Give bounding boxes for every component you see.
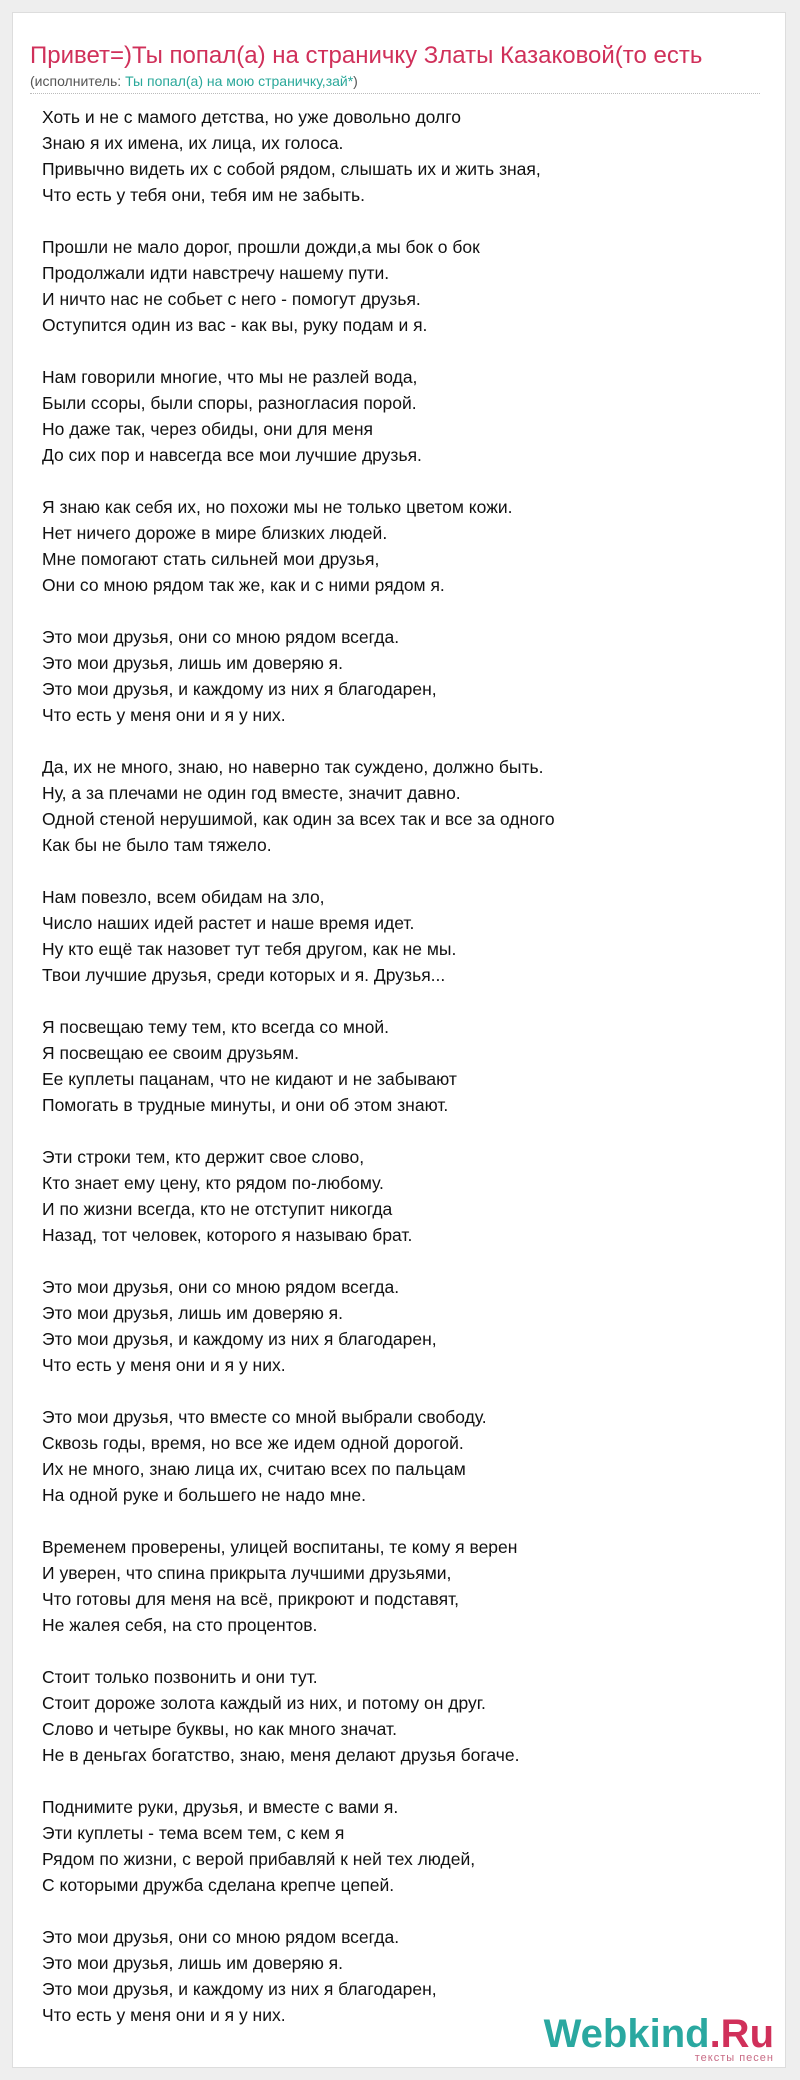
lyrics-line: Я знаю как себя их, но похожи мы не только цветом кожи. — [42, 497, 513, 517]
lyrics-body — [42, 104, 555, 2054]
logo-kind: kind — [627, 2012, 710, 2056]
lyrics-stanza — [42, 494, 555, 598]
lyrics-line: Кто знает ему цену, кто рядом по-любому. — [42, 1173, 384, 1193]
lyrics-line: Это мои друзья, лишь им доверяю я. — [42, 1953, 344, 1973]
logo-tagline: тексты песен — [694, 2052, 774, 2064]
lyrics-line: Что есть у меня они и я у них. — [42, 2005, 286, 2025]
lyrics-line: Поднимите руки, друзья, и вместе с вами я. — [42, 1797, 399, 1817]
lyrics-line: Что готовы для меня на всё, прикроют и подставят, — [42, 1589, 460, 1609]
lyrics-line: Мне помогают стать сильней мои друзья, — [42, 549, 380, 569]
lyrics-line: Эти строки тем, кто держит свое слово, — [42, 1147, 365, 1167]
lyrics-line: Нет ничего дороже в мире близких людей. — [42, 523, 388, 543]
lyrics-line: Да, их не много, знаю, но наверно так суждено, должно быть. — [42, 757, 544, 777]
lyrics-line: Нам говорили многие, что мы не разлей вода, — [42, 367, 418, 387]
artist-close: ) — [353, 73, 358, 89]
lyrics-line: Это мои друзья, лишь им доверяю я. — [42, 1303, 344, 1323]
lyrics-line: Их не много, знаю лица их, считаю всех по пальцам — [42, 1459, 466, 1479]
lyrics-line: Что есть у меня они и я у них. — [42, 705, 286, 725]
lyrics-line: Как бы не было там тяжело. — [42, 835, 272, 855]
lyrics-line: Стоит только позвонить и они тут. — [42, 1667, 318, 1687]
lyrics-stanza — [42, 364, 555, 468]
lyrics-line: Твои лучшие друзья, среди которых и я. Друзья... — [42, 965, 446, 985]
lyrics-line: Не жалея себя, на сто процентов. — [42, 1615, 318, 1635]
lyrics-line: Что есть у меня они и я у них. — [42, 1355, 286, 1375]
lyrics-stanza — [42, 104, 555, 208]
lyrics-line: Ну кто ещё так назовет тут тебя другом, как не мы. — [42, 939, 457, 959]
lyrics-line: Помогать в трудные минуты, и они об этом знают. — [42, 1095, 449, 1115]
lyrics-line: Назад, тот человек, которого я называю брат. — [42, 1225, 413, 1245]
artist-label: (исполнитель: — [30, 73, 126, 89]
lyrics-line: Слово и четыре буквы, но как много значат. — [42, 1719, 397, 1739]
lyrics-line: Стоит дороже золота каждый из них, и потому он друг. — [42, 1693, 486, 1713]
lyrics-line: До сих пор и навсегда все мои лучшие друзья. — [42, 445, 422, 465]
lyrics-stanza — [42, 624, 555, 728]
lyrics-line: Сквозь годы, время, но все же идем одной дорогой. — [42, 1433, 464, 1453]
lyrics-line: Прошли не мало дорог, прошли дожди,а мы бок о бок — [42, 237, 480, 257]
lyrics-line: И ничто нас не собьет с него - помогут друзья. — [42, 289, 421, 309]
lyrics-stanza — [42, 1014, 555, 1118]
lyrics-stanza — [42, 1144, 555, 1248]
lyrics-stanza — [42, 1534, 555, 1638]
lyrics-line: Были ссоры, были споры, разногласия порой. — [42, 393, 417, 413]
page-title: Привет=)Ты попал(а) на страничку Златы Казаковой(то есть — [30, 42, 703, 69]
lyrics-line: Продолжали идти навстречу нашему пути. — [42, 263, 390, 283]
logo-tld: .Ru — [709, 2012, 774, 2056]
lyrics-line: Но даже так, через обиды, они для меня — [42, 419, 373, 439]
lyrics-stanza — [42, 1664, 555, 1768]
lyrics-line: Привычно видеть их с собой рядом, слышать их и жить зная, — [42, 159, 541, 179]
lyrics-line: Временем проверены, улицей воспитаны, те кому я верен — [42, 1537, 518, 1557]
lyrics-line: С которыми дружба сделана крепче цепей. — [42, 1875, 395, 1895]
lyrics-stanza — [42, 1404, 555, 1508]
title-divider — [30, 93, 760, 94]
logo-web: Web — [543, 2012, 628, 2056]
lyrics-line: Не в деньгах богатство, знаю, меня делают друзья богаче. — [42, 1745, 520, 1765]
lyrics-line: Одной стеной нерушимой, как один за всех так и все за одного — [42, 809, 555, 829]
lyrics-line: Эти куплеты - тема всем тем, с кем я — [42, 1823, 345, 1843]
lyrics-line: Это мои друзья, что вместе со мной выбрали свободу. — [42, 1407, 487, 1427]
lyrics-line: Это мои друзья, и каждому из них я благодарен, — [42, 1329, 437, 1349]
lyrics-line: Я посвещаю тему тем, кто всегда со мной. — [42, 1017, 389, 1037]
lyrics-line: Это мои друзья, и каждому из них я благодарен, — [42, 679, 437, 699]
lyrics-stanza — [42, 1794, 555, 1898]
lyrics-line: Это мои друзья, они со мною рядом всегда. — [42, 627, 400, 647]
lyrics-line: Это мои друзья, они со мною рядом всегда. — [42, 1927, 400, 1947]
lyrics-line: Знаю я их имена, их лица, их голоса. — [42, 133, 344, 153]
lyrics-line: Это мои друзья, лишь им доверяю я. — [42, 653, 344, 673]
lyrics-line: Число наших идей растет и наше время идет. — [42, 913, 415, 933]
lyrics-line: Ну, а за плечами не один год вместе, значит давно. — [42, 783, 461, 803]
artist-line — [30, 73, 358, 89]
lyrics-line: Нам повезло, всем обидам на зло, — [42, 887, 325, 907]
lyrics-line: Это мои друзья, они со мною рядом всегда. — [42, 1277, 400, 1297]
lyrics-line: Рядом по жизни, с верой прибавляй к ней тех людей, — [42, 1849, 476, 1869]
lyrics-stanza — [42, 754, 555, 858]
lyrics-line: Хоть и не с мамого детства, но уже довольно долго — [42, 107, 461, 127]
lyrics-line: И по жизни всегда, кто не отступит никогда — [42, 1199, 393, 1219]
lyrics-line: Что есть у тебя они, тебя им не забыть. — [42, 185, 366, 205]
lyrics-line: Оступится один из вас - как вы, руку подам и я. — [42, 315, 428, 335]
lyrics-stanza — [42, 1274, 555, 1378]
lyrics-line: Я посвещаю ее своим друзьям. — [42, 1043, 299, 1063]
lyrics-stanza — [42, 234, 555, 338]
lyrics-stanza — [42, 1924, 555, 2028]
lyrics-line: Это мои друзья, и каждому из них я благодарен, — [42, 1979, 437, 1999]
lyrics-line: Они со мною рядом так же, как и с ними рядом я. — [42, 575, 445, 595]
lyrics-line: На одной руке и большего не надо мне. — [42, 1485, 367, 1505]
artist-link[interactable]: Ты попал(а) на мою страничку,зай* — [125, 73, 354, 89]
lyrics-line: И уверен, что спина прикрыта лучшими друзьями, — [42, 1563, 452, 1583]
webkind-logo[interactable] — [544, 2014, 774, 2064]
lyrics-line: Ее куплеты пацанам, что не кидают и не забывают — [42, 1069, 457, 1089]
logo-wordmark — [544, 2014, 774, 2054]
lyrics-stanza — [42, 884, 555, 988]
